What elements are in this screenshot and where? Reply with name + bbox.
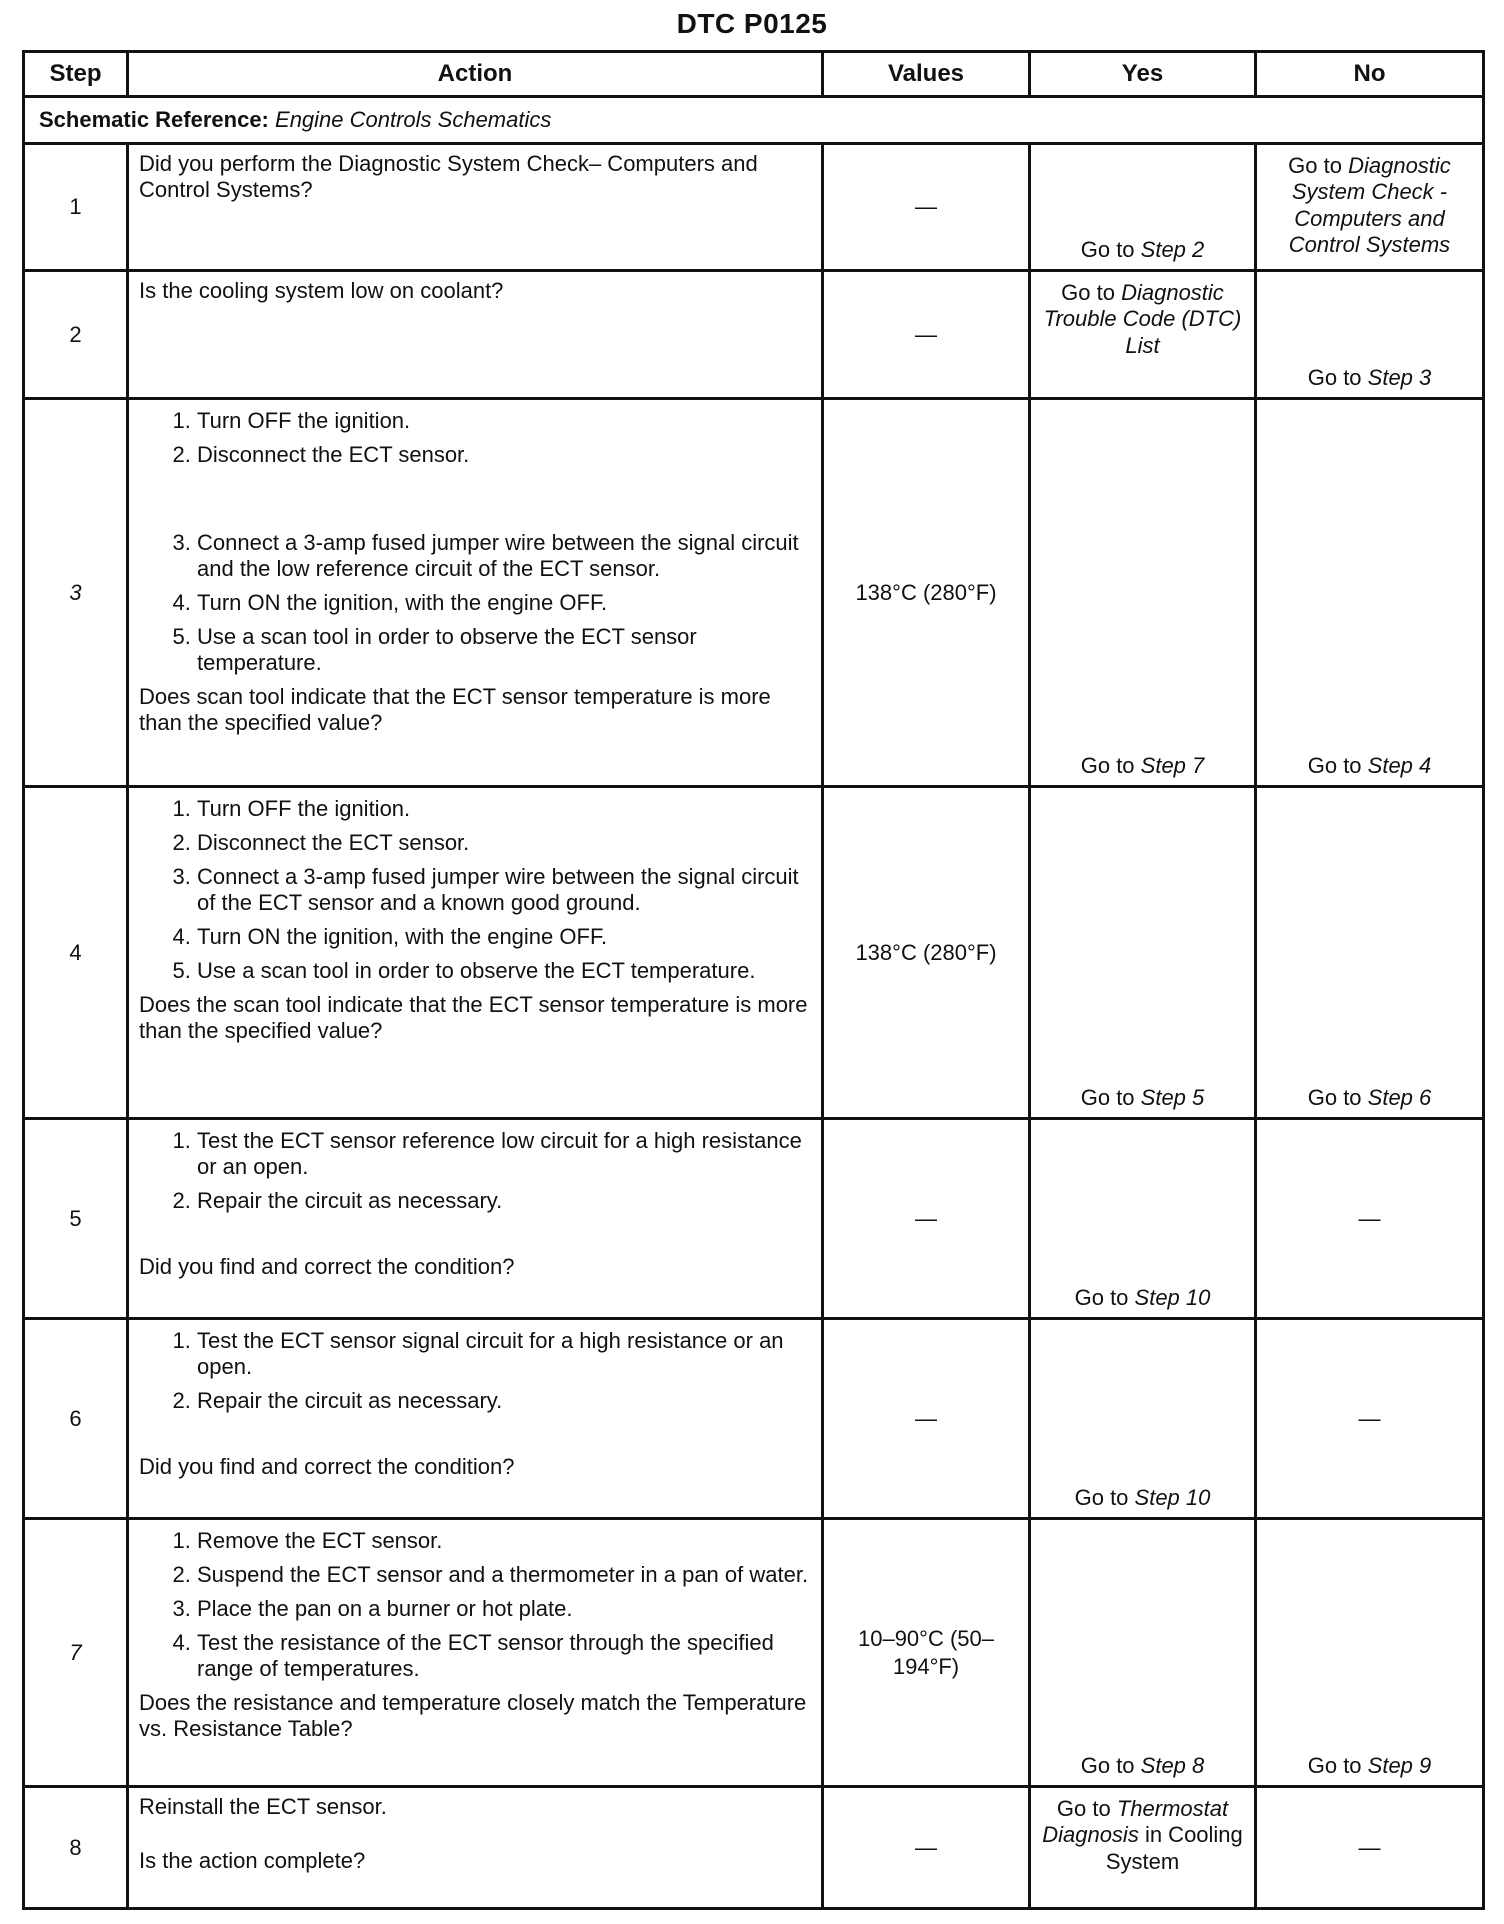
no-cell: —	[1256, 1119, 1484, 1319]
goto-target: Step 8	[1140, 1752, 1205, 1778]
action-cell	[128, 1319, 823, 1519]
action-steps	[139, 796, 811, 984]
action-text: Reinstall the ECT sensor.	[139, 1794, 387, 1819]
goto-target: Step 9	[1367, 1752, 1432, 1778]
action-step-item: 2. Suspend the ECT sensor and a thermometer in a pan of water.	[197, 1562, 811, 1588]
values-cell: —	[823, 144, 1030, 271]
step-number: 5	[24, 1119, 128, 1319]
goto-prefix: Go to	[1074, 1484, 1135, 1510]
action-step-item: 4. Test the resistance of the ECT sensor through the specified range of temperatures.	[197, 1630, 811, 1682]
table-row-step-3	[24, 399, 1484, 787]
table-row-step-5	[24, 1119, 1484, 1319]
header-yes: Yes	[1030, 52, 1256, 97]
goto-prefix: Go to	[1074, 1284, 1135, 1310]
action-step-item: 2. Disconnect the ECT sensor.	[197, 830, 811, 856]
action-cell	[128, 144, 823, 271]
goto-suffix: in Cooling System	[1105, 1822, 1243, 1874]
goto-target: Step 4	[1367, 752, 1432, 778]
values-cell: —	[823, 271, 1030, 399]
goto-target: Thermostat Diagnosis	[1042, 1796, 1229, 1848]
no-cell	[1256, 144, 1484, 271]
values-cell: —	[823, 1787, 1030, 1909]
values-cell: —	[823, 1319, 1030, 1519]
table-row-step-8	[24, 1787, 1484, 1909]
action-cell	[128, 1119, 823, 1319]
action-step-item: 1. Test the ECT sensor signal circuit for a high resistance or an open.	[197, 1328, 811, 1380]
action-question: Is the action complete?	[139, 1847, 366, 1873]
action-step-item: 3. Connect a 3-amp fused jumper wire between the signal circuit and the low reference circuit of the ECT sensor.	[197, 530, 811, 582]
schematic-label: Schematic Reference:	[39, 107, 269, 132]
action-step-item: 4. Turn ON the ignition, with the engine OFF.	[197, 924, 811, 950]
yes-cell	[1030, 271, 1256, 399]
goto-target: Step 10	[1134, 1284, 1211, 1310]
action-step-item: 4. Turn ON the ignition, with the engine OFF.	[197, 590, 811, 616]
step-number: 2	[24, 271, 128, 399]
action-steps	[139, 1528, 811, 1682]
yes-cell	[1030, 1787, 1256, 1909]
no-cell	[1256, 271, 1484, 399]
action-cell	[128, 1519, 823, 1787]
goto-prefix: Go to	[1288, 153, 1349, 178]
goto-target: Step 7	[1140, 752, 1205, 778]
action-steps	[139, 1128, 811, 1214]
values-cell: 10–90°C (50–194°F)	[823, 1519, 1030, 1787]
schematic-reference	[24, 97, 1484, 144]
table-row-step-4	[24, 787, 1484, 1119]
goto-prefix: Go to	[1080, 1752, 1141, 1778]
goto-prefix: Go to	[1307, 752, 1368, 778]
goto-target: Step 3	[1367, 364, 1432, 390]
action-step-item: 1. Test the ECT sensor reference low circuit for a high resistance or an open.	[197, 1128, 811, 1180]
step-number: 7	[24, 1519, 128, 1787]
table-row-step-6	[24, 1319, 1484, 1519]
goto-target: Step 6	[1367, 1084, 1432, 1110]
action-step-item: 2. Repair the circuit as necessary.	[197, 1188, 811, 1214]
action-question: Does scan tool indicate that the ECT sensor temperature is more than the specified value?	[139, 683, 771, 735]
action-question: Did you find and correct the condition?	[139, 1453, 515, 1479]
no-cell	[1256, 1519, 1484, 1787]
goto-prefix: Go to	[1080, 1084, 1141, 1110]
no-cell	[1256, 787, 1484, 1119]
values-cell: —	[823, 1119, 1030, 1319]
header-step: Step	[24, 52, 128, 97]
action-step-item: 1. Remove the ECT sensor.	[197, 1528, 811, 1554]
no-cell: —	[1256, 1319, 1484, 1519]
yes-cell	[1030, 1319, 1256, 1519]
values-cell: 138°C (280°F)	[823, 787, 1030, 1119]
action-step-item: 3. Place the pan on a burner or hot plate.	[197, 1596, 811, 1622]
step-number: 1	[24, 144, 128, 271]
yes-cell	[1030, 144, 1256, 271]
goto-prefix: Go to	[1080, 236, 1141, 262]
action-text: Did you perform the Diagnostic System Check– Computers and Control Systems?	[139, 151, 758, 202]
action-text: Is the cooling system low on coolant?	[139, 278, 504, 303]
header-values: Values	[823, 52, 1030, 97]
action-cell	[128, 1787, 823, 1909]
action-step-item: 2. Disconnect the ECT sensor.	[197, 442, 811, 468]
goto-target: Step 5	[1140, 1084, 1205, 1110]
goto-prefix: Go to	[1307, 364, 1368, 390]
header-no: No	[1256, 52, 1484, 97]
table-row-step-1	[24, 144, 1484, 271]
yes-cell	[1030, 1119, 1256, 1319]
action-question: Did you find and correct the condition?	[139, 1253, 515, 1279]
goto-target: Step 10	[1134, 1484, 1211, 1510]
goto-prefix: Go to	[1080, 752, 1141, 778]
action-steps	[139, 408, 811, 676]
header-action: Action	[128, 52, 823, 97]
action-step-item: 2. Repair the circuit as necessary.	[197, 1388, 811, 1414]
schematic-ref: Engine Controls Schematics	[275, 107, 552, 132]
action-cell	[128, 399, 823, 787]
header-row	[24, 52, 1484, 97]
goto-target: Diagnostic System Check - Computers and Control Systems	[1288, 153, 1451, 258]
action-question: Does the resistance and temperature closely match the Temperature vs. Resistance Table?	[139, 1689, 807, 1741]
table-row-step-2	[24, 271, 1484, 399]
goto-target: Diagnostic Trouble Code (DTC) List	[1043, 280, 1242, 358]
goto-prefix: Go to	[1307, 1752, 1368, 1778]
yes-cell	[1030, 399, 1256, 787]
goto-prefix: Go to	[1061, 280, 1122, 305]
yes-cell	[1030, 1519, 1256, 1787]
action-step-item: 5. Use a scan tool in order to observe the ECT temperature.	[197, 958, 811, 984]
action-question: Does the scan tool indicate that the ECT sensor temperature is more than the specified value?	[139, 991, 808, 1043]
action-step-item: 5. Use a scan tool in order to observe the ECT sensor temperature.	[197, 624, 811, 676]
table-row-step-7	[24, 1519, 1484, 1787]
step-number: 6	[24, 1319, 128, 1519]
action-step-item: 1. Turn OFF the ignition.	[197, 408, 811, 434]
goto-prefix: Go to	[1056, 1796, 1117, 1821]
step-number: 3	[24, 399, 128, 787]
action-cell	[128, 271, 823, 399]
page-title: DTC P0125	[676, 8, 828, 39]
action-step-item: 1. Turn OFF the ignition.	[197, 796, 811, 822]
no-cell: —	[1256, 1787, 1484, 1909]
action-cell	[128, 787, 823, 1119]
schematic-row	[24, 97, 1484, 144]
values-cell: 138°C (280°F)	[823, 399, 1030, 787]
dtc-table	[22, 50, 1485, 1910]
action-steps	[139, 1328, 811, 1414]
yes-cell	[1030, 787, 1256, 1119]
goto-prefix: Go to	[1307, 1084, 1368, 1110]
action-step-item: 3. Connect a 3-amp fused jumper wire between the signal circuit of the ECT sensor and a known good ground.	[197, 864, 811, 916]
goto-target: Step 2	[1140, 236, 1205, 262]
step-number: 4	[24, 787, 128, 1119]
no-cell	[1256, 399, 1484, 787]
step-number: 8	[24, 1787, 128, 1909]
